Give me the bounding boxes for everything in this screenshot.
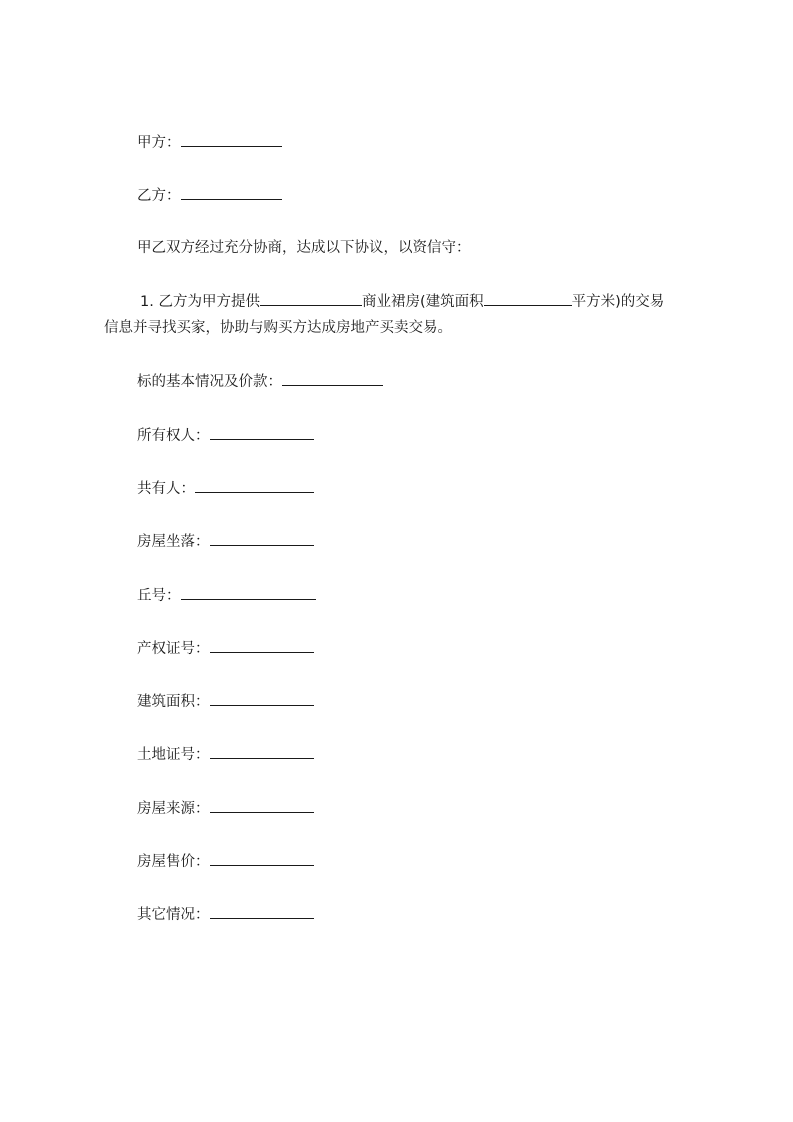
co-owner-row [137, 478, 314, 498]
party-b-label: 乙方： [137, 188, 181, 204]
hill-number-blank [181, 585, 316, 600]
price-row [137, 851, 314, 871]
party-b-row [137, 185, 282, 205]
property-cert-blank [210, 638, 314, 653]
intro-line [137, 238, 471, 258]
basic-info-blank [282, 371, 383, 386]
party-a-row [137, 132, 282, 152]
clause1-line2-text: 信息并寻找买家，协助与购买方达成房地产买卖交易。 [104, 320, 452, 336]
clause1-part2: 商业裙房(建筑面积 [361, 294, 484, 310]
location-blank [210, 531, 314, 546]
hill-number-row [137, 585, 316, 605]
floor-area-row [137, 691, 314, 711]
clause1-number: 1. [140, 294, 159, 310]
party-a-blank [181, 132, 282, 147]
other-label: 其它情况： [137, 907, 210, 923]
clause1-blank-1 [260, 291, 362, 306]
owner-blank [210, 425, 314, 440]
basic-info-label: 标的基本情况及价款： [137, 374, 282, 390]
floor-area-label: 建筑面积： [137, 694, 210, 710]
floor-area-blank [210, 691, 314, 706]
basic-info-row [137, 371, 383, 391]
clause1-line1 [140, 291, 664, 311]
price-blank [210, 851, 314, 866]
party-b-blank [181, 185, 282, 200]
hill-number-label: 丘号： [137, 588, 181, 604]
land-cert-row [137, 744, 314, 764]
location-row [137, 531, 314, 551]
clause1-part3: 平方米)的交易 [571, 294, 665, 310]
property-cert-row [137, 638, 314, 658]
land-cert-label: 土地证号： [137, 747, 210, 763]
clause1-blank-2 [484, 291, 572, 306]
location-label: 房屋坐落： [137, 534, 210, 550]
other-row [137, 904, 314, 924]
co-owner-label: 共有人： [137, 481, 195, 497]
source-row [137, 798, 314, 818]
price-label: 房屋售价： [137, 854, 210, 870]
party-a-label: 甲方： [137, 135, 181, 151]
owner-label: 所有权人： [137, 428, 210, 444]
source-label: 房屋来源： [137, 801, 210, 817]
clause1-part1: 乙方为甲方提供 [158, 294, 260, 310]
owner-row [137, 425, 314, 445]
land-cert-blank [210, 744, 314, 759]
clause1-line2 [104, 318, 452, 338]
intro-text: 甲乙双方经过充分协商，达成以下协议，以资信守： [137, 240, 471, 256]
source-blank [210, 798, 314, 813]
co-owner-blank [195, 478, 314, 493]
property-cert-label: 产权证号： [137, 641, 210, 657]
other-blank [210, 904, 314, 919]
